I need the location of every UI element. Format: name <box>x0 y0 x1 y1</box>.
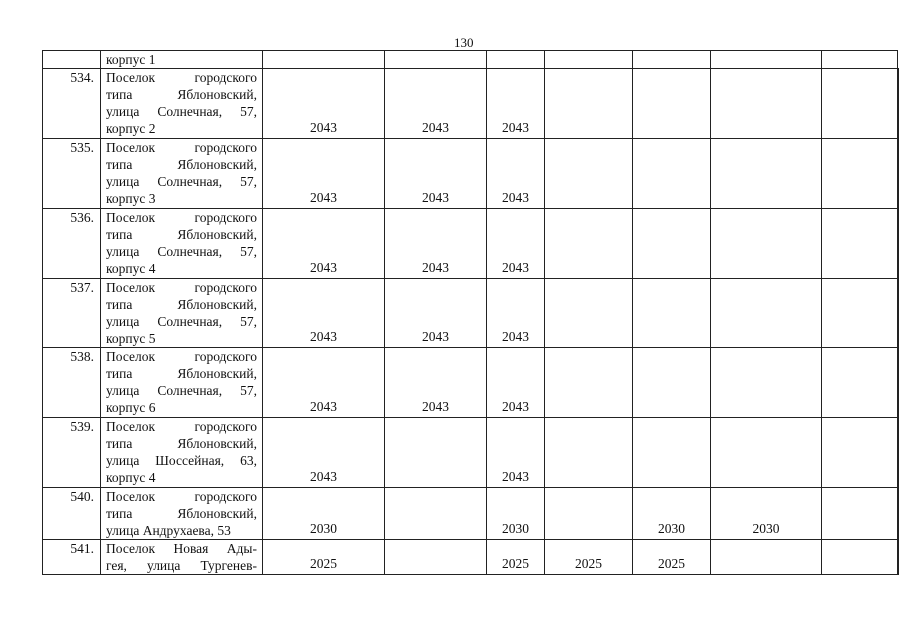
cell-value <box>898 209 899 279</box>
table-row <box>43 488 899 540</box>
cell-value: 2043 <box>487 348 545 418</box>
address-line: улица Солнечная, 57, <box>106 314 257 329</box>
address-line: корпус 6 <box>106 400 156 415</box>
cell-address <box>101 279 263 348</box>
cell-address <box>101 418 263 488</box>
cell-address <box>101 139 263 209</box>
address-line: Поселок городского <box>106 349 257 364</box>
cell-num <box>43 51 101 69</box>
cell-value: 2043 <box>263 279 385 348</box>
table-row <box>43 418 899 488</box>
table-row <box>43 348 899 418</box>
cell-value <box>711 51 822 69</box>
table-row <box>43 209 899 279</box>
cell-value: 2043 <box>487 418 545 488</box>
cell-value <box>898 69 899 139</box>
table-row <box>43 279 899 348</box>
cell-value <box>487 51 545 69</box>
cell-value <box>898 418 899 488</box>
cell-value <box>822 540 898 575</box>
cell-value: 2043 <box>487 69 545 139</box>
page-number: 130 <box>454 35 474 50</box>
cell-value: 2030 <box>711 488 822 540</box>
cell-value <box>711 209 822 279</box>
cell-value <box>545 51 633 69</box>
cell-num: 540. <box>43 488 101 540</box>
cell-value <box>385 51 487 69</box>
cell-value <box>711 69 822 139</box>
cell-value: 2025 <box>263 540 385 575</box>
cell-value <box>545 279 633 348</box>
address-line: улица Шоссейная, 63, <box>106 453 257 468</box>
cell-address <box>101 488 263 540</box>
address-line: Поселок городского <box>106 419 257 434</box>
data-table <box>42 50 899 575</box>
cell-value <box>898 279 899 348</box>
cell-value <box>545 348 633 418</box>
address-line: типа Яблоновский, <box>106 157 257 172</box>
cell-value <box>822 69 898 139</box>
cell-value: 2043 <box>263 139 385 209</box>
cell-value <box>711 418 822 488</box>
cell-value <box>822 51 898 69</box>
address-line: улица Солнечная, 57, <box>106 174 257 189</box>
address-line: корпус 1 <box>106 52 156 67</box>
table-row <box>43 69 899 139</box>
cell-value: 2043 <box>385 279 487 348</box>
cell-value: 2025 <box>487 540 545 575</box>
address-line: Поселок городского <box>106 210 257 225</box>
cell-value <box>545 488 633 540</box>
cell-value: 2043 <box>487 139 545 209</box>
cell-value <box>545 418 633 488</box>
cell-value <box>263 51 385 69</box>
address-line: Поселок городского <box>106 280 257 295</box>
cell-value: 2030 <box>263 488 385 540</box>
address-line: корпус 5 <box>106 331 156 346</box>
cell-value <box>633 209 711 279</box>
cell-value <box>385 540 487 575</box>
cell-value: 2025 <box>633 540 711 575</box>
table-row <box>43 139 899 209</box>
address-line: улица Солнечная, 57, <box>106 244 257 259</box>
address-line: улица Солнечная, 57, <box>106 383 257 398</box>
cell-num: 535. <box>43 139 101 209</box>
cell-value <box>545 69 633 139</box>
cell-value <box>898 348 899 418</box>
cell-num: 541. <box>43 540 101 575</box>
cell-value <box>822 279 898 348</box>
cell-value <box>633 348 711 418</box>
address-line: улица Андрухаева, 53 <box>106 523 231 538</box>
cell-value <box>385 418 487 488</box>
cell-num: 537. <box>43 279 101 348</box>
cell-value <box>822 348 898 418</box>
cell-value <box>822 139 898 209</box>
address-line: Поселок городского <box>106 70 257 85</box>
cell-value <box>898 139 899 209</box>
cell-num: 538. <box>43 348 101 418</box>
cell-value: 2030 <box>487 488 545 540</box>
cell-value <box>633 279 711 348</box>
cell-value: 2043 <box>385 69 487 139</box>
address-line: гея, улица Тургенев- <box>106 558 257 573</box>
cell-value: 2043 <box>385 348 487 418</box>
address-line: Поселок городского <box>106 489 257 504</box>
cell-value <box>822 418 898 488</box>
cell-value <box>633 139 711 209</box>
cell-address <box>101 69 263 139</box>
cell-value <box>898 488 899 540</box>
address-line: корпус 4 <box>106 470 156 485</box>
address-line: улица Солнечная, 57, <box>106 104 257 119</box>
cell-value: 2030 <box>633 488 711 540</box>
cell-value <box>711 348 822 418</box>
cell-value <box>545 209 633 279</box>
cell-value: 2043 <box>385 209 487 279</box>
cell-value: 2043 <box>385 139 487 209</box>
cell-num: 534. <box>43 69 101 139</box>
address-line: Поселок городского <box>106 140 257 155</box>
address-line: типа Яблоновский, <box>106 506 257 521</box>
address-line: типа Яблоновский, <box>106 87 257 102</box>
cell-value: 2043 <box>263 418 385 488</box>
cell-value: 2043 <box>263 69 385 139</box>
cell-address <box>101 540 263 575</box>
cell-value <box>633 51 711 69</box>
address-line: Поселок Новая Ады- <box>106 541 257 556</box>
cell-address <box>101 348 263 418</box>
cell-value <box>385 488 487 540</box>
cell-value <box>711 139 822 209</box>
cell-value: 2043 <box>487 279 545 348</box>
cell-value <box>633 69 711 139</box>
cell-value <box>822 209 898 279</box>
cell-value: 2043 <box>263 209 385 279</box>
cell-value <box>711 540 822 575</box>
cell-address <box>101 51 263 69</box>
cell-value: 2043 <box>487 209 545 279</box>
address-line: типа Яблоновский, <box>106 436 257 451</box>
table-row-continuation <box>43 51 899 69</box>
address-line: корпус 3 <box>106 191 156 206</box>
cell-value <box>711 279 822 348</box>
address-line: типа Яблоновский, <box>106 366 257 381</box>
cell-address <box>101 209 263 279</box>
cell-value <box>898 540 899 575</box>
address-line: корпус 4 <box>106 261 156 276</box>
table-row <box>43 540 899 575</box>
address-line: корпус 2 <box>106 121 156 136</box>
cell-value <box>633 418 711 488</box>
cell-num: 536. <box>43 209 101 279</box>
cell-num: 539. <box>43 418 101 488</box>
address-line: типа Яблоновский, <box>106 297 257 312</box>
address-line: типа Яблоновский, <box>106 227 257 242</box>
cell-value <box>822 488 898 540</box>
cell-value: 2043 <box>263 348 385 418</box>
cell-value <box>545 139 633 209</box>
cell-value: 2025 <box>545 540 633 575</box>
